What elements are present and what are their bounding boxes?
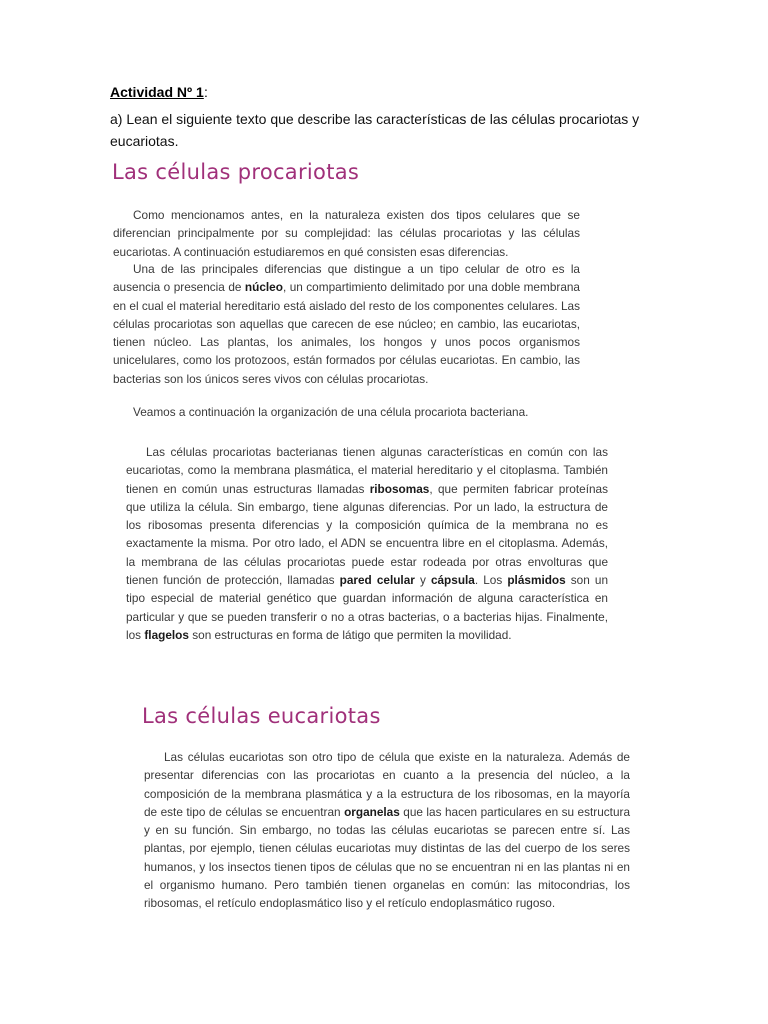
keyword-plasmidos: plásmidos xyxy=(507,573,566,588)
prokaryotes-paragraph-1 xyxy=(113,206,580,261)
text-run: , un compartimiento delimitado por una doble membrana en el cual el material hereditario está aislado del resto de los componentes celulares. Las células procariotas son aquellas que carecen de ese núcleo; en cambio, las eucariotas, tienen núcleo. Las plantas, los animales, los hongos y unos pocos organismos unicelulares, como los protozoos, están formados por células eucariotas. En cambio, las bacterias son los únicos seres vivos con células procariotas. xyxy=(113,280,580,386)
activity-title-colon: : xyxy=(204,84,208,100)
text-run: y xyxy=(414,573,431,588)
text-run: Las células eucariotas son otro tipo de célula que existe en la naturaleza. Además de presentar diferencias con las procariotas en cuanto a la presencia del núcleo, a la composición de la membrana plasmática y a la estructura de los ribosomas, en la mayoría de este tipo de células se encuentran xyxy=(144,750,630,819)
text-run: . Los xyxy=(474,573,508,588)
text-run: , que permiten fabricar proteínas que utiliza la célula. Sin embargo, tiene algunas diferencias. Por un lado, la estructura de los ribosomas presenta diferencias y la composición química de la membrana no es exactamente la misma. Por otro lado, el ADN se encuentra libre en el citoplasma. Además, la membrana de las células procariotas puede estar rodeada por otras envolturas que tienen función de protección, llamadas xyxy=(126,481,608,588)
prokaryotes-paragraph-3-text: Veamos a continuación la organización de una célula procariota bacteriana. xyxy=(133,405,529,419)
text-run: son estructuras en forma de látigo que permiten la movilidad. xyxy=(188,627,512,642)
keyword-flagelos: flagelos xyxy=(144,627,189,642)
keyword-ribosomas: ribosomas xyxy=(369,481,430,496)
keyword-organelas: organelas xyxy=(344,804,400,819)
prokaryotes-paragraph-2 xyxy=(113,260,580,388)
keyword-nucleo: núcleo xyxy=(244,280,283,295)
activity-title: Actividad Nº 1 xyxy=(110,84,204,100)
text-run: son un tipo especial de material genético que guardan información de alguna característica en particular y que se pueden transferir o no a otras bacterias, o a bacterias hijas. Finalmente, los xyxy=(126,573,609,642)
keyword-capsula: cápsula xyxy=(430,573,475,588)
prokaryotes-heading: Las células procariotas xyxy=(112,160,360,184)
text-run: Una de las principales diferencias que distingue a un tipo celular de otro es la ausencia o presencia de xyxy=(113,262,580,295)
text-run: que las hacen particulares en su estructura y en su función. Sin embargo, no todas las células eucariotas se parecen entre sí. Las plantas, por ejemplo, tienen células eucariotas muy distintas de las del cuerpo de los seres humanos, y los insectos tienen tipos de células que no se encuentran ni en las plantas ni en el organismo humano. Pero también tienen organelas en común: las mitocondrias, los ribosomas, el retículo endoplasmático liso y el retículo endoplasmático rugoso. xyxy=(144,804,630,911)
activity-instruction: a) Lean el siguiente texto que describe las características de las células procariotas y eucariotas. xyxy=(110,111,640,149)
prokaryotes-paragraph-4 xyxy=(126,443,608,644)
keyword-pared-celular: pared celular xyxy=(339,573,415,588)
eukaryotes-paragraph xyxy=(144,748,630,913)
text-run: Las células procariotas bacterianas tienen algunas características en común con las eucariotas, como la membrana plasmática, el material hereditario y el citoplasma. También tienen en común unas estructuras llamadas xyxy=(126,445,608,496)
prokaryotes-paragraph-3 xyxy=(113,403,580,421)
eukaryotes-heading: Las células eucariotas xyxy=(142,704,381,728)
prokaryotes-paragraph-1-text: Como mencionamos antes, en la naturaleza existen dos tipos celulares que se diferencian principalmente por su complejidad: las células procariotas y las células eucariotas. A continuación estudiaremos en qué consisten esas diferencias. xyxy=(113,208,580,259)
